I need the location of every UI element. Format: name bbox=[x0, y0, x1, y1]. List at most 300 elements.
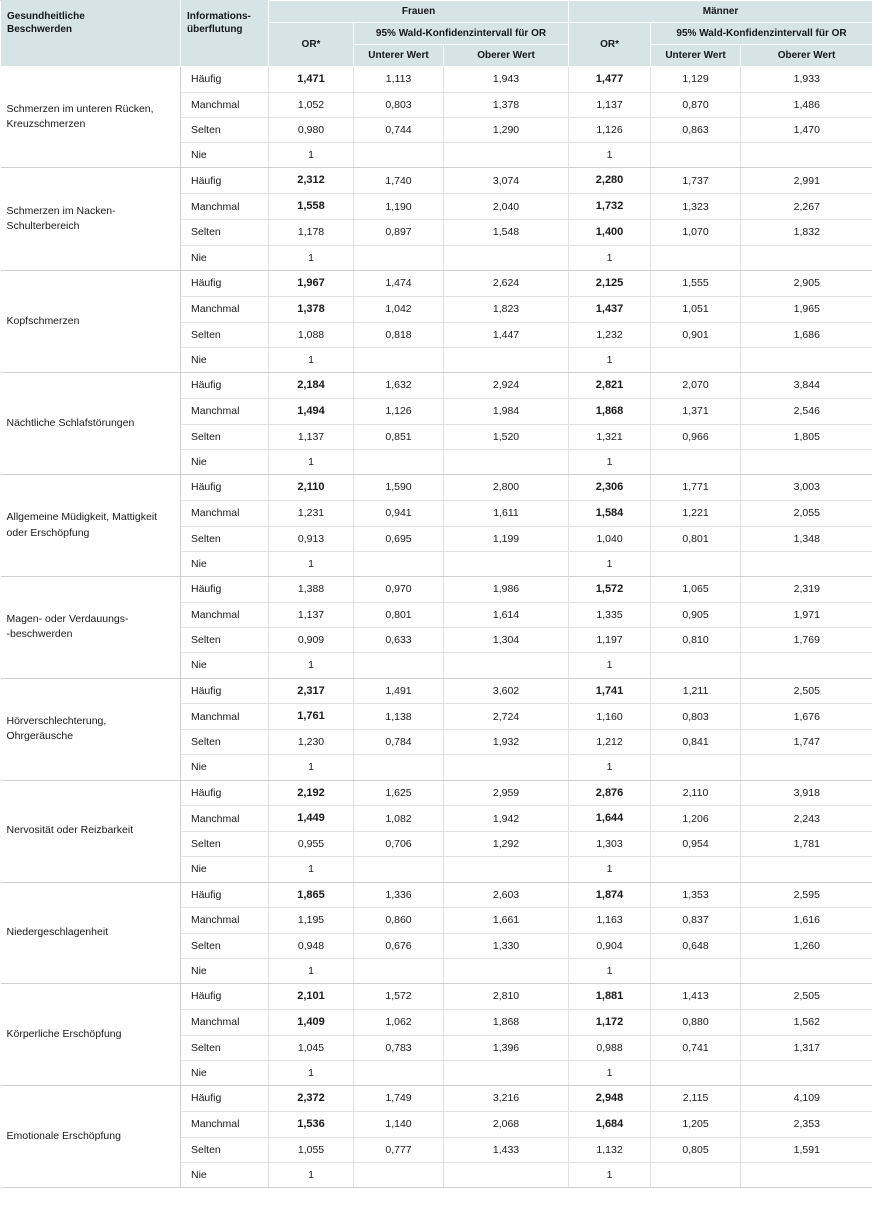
or-men-cell: 1,572 bbox=[569, 577, 651, 603]
ci-lower-men-cell: 0,880 bbox=[651, 1009, 741, 1035]
ci-lower-men-cell: 1,413 bbox=[651, 983, 741, 1009]
ci-upper-men-cell: 2,595 bbox=[741, 882, 872, 908]
complaint-category-cell bbox=[1, 168, 181, 271]
frequency-cell: Häufig bbox=[181, 1085, 269, 1111]
table-row bbox=[1, 780, 872, 806]
ci-upper-men-cell bbox=[741, 1162, 872, 1187]
frequency-cell: Selten bbox=[181, 1137, 269, 1162]
frequency-cell: Manchmal bbox=[181, 806, 269, 832]
or-men-cell: 1,172 bbox=[569, 1009, 651, 1035]
ci-lower-women-cell: 0,801 bbox=[354, 603, 444, 628]
or-men-cell: 1 bbox=[569, 1060, 651, 1085]
frequency-cell: Nie bbox=[181, 653, 269, 678]
frequency-cell: Selten bbox=[181, 1035, 269, 1060]
ci-upper-women-cell: 1,984 bbox=[444, 398, 569, 424]
ci-upper-women-cell bbox=[444, 449, 569, 474]
frequency-cell: Selten bbox=[181, 118, 269, 143]
or-men-cell: 1,126 bbox=[569, 118, 651, 143]
ci-upper-men-cell: 2,905 bbox=[741, 271, 872, 297]
ci-lower-men-cell bbox=[651, 653, 741, 678]
ci-lower-women-cell bbox=[354, 347, 444, 372]
complaint-category-cell bbox=[1, 67, 181, 168]
ci-upper-women-cell: 1,548 bbox=[444, 220, 569, 246]
ci-lower-women-cell: 0,860 bbox=[354, 908, 444, 933]
ci-lower-women-cell: 1,632 bbox=[354, 373, 444, 399]
frequency-cell: Manchmal bbox=[181, 398, 269, 424]
ci-lower-women-cell: 1,336 bbox=[354, 882, 444, 908]
or-women-cell: 0,980 bbox=[269, 118, 354, 143]
table-row bbox=[1, 983, 872, 1009]
ci-lower-men-cell: 0,805 bbox=[651, 1137, 741, 1162]
or-men-cell: 1,741 bbox=[569, 678, 651, 704]
or-men-cell: 1,437 bbox=[569, 296, 651, 322]
frequency-cell: Nie bbox=[181, 1162, 269, 1187]
ci-upper-men-cell bbox=[741, 449, 872, 474]
frequency-cell: Nie bbox=[181, 449, 269, 474]
frequency-cell: Nie bbox=[181, 245, 269, 270]
or-women-cell: 1 bbox=[269, 143, 354, 168]
or-women-cell: 2,317 bbox=[269, 678, 354, 704]
or-women-cell: 1,378 bbox=[269, 296, 354, 322]
or-women-cell: 1,045 bbox=[269, 1035, 354, 1060]
or-women-cell: 1,195 bbox=[269, 908, 354, 933]
ci-upper-men-cell: 1,616 bbox=[741, 908, 872, 933]
ci-lower-women-cell bbox=[354, 653, 444, 678]
or-men-cell: 1 bbox=[569, 347, 651, 372]
ci-lower-men-cell bbox=[651, 958, 741, 983]
or-women-cell: 2,192 bbox=[269, 780, 354, 806]
ci-lower-women-cell bbox=[354, 1060, 444, 1085]
complaint-category-line2: Schulterbereich bbox=[6, 220, 80, 233]
or-men-cell: 1 bbox=[569, 653, 651, 678]
or-women-cell: 0,948 bbox=[269, 933, 354, 958]
or-men-cell: 1,197 bbox=[569, 628, 651, 653]
table-row bbox=[1, 882, 872, 908]
ci-upper-women-cell: 2,068 bbox=[444, 1111, 569, 1137]
ci-lower-men-cell: 1,206 bbox=[651, 806, 741, 832]
ci-lower-women-cell: 0,633 bbox=[354, 628, 444, 653]
or-women-cell: 1 bbox=[269, 245, 354, 270]
or-men-cell: 1,732 bbox=[569, 194, 651, 220]
or-women-cell: 1 bbox=[269, 1162, 354, 1187]
ci-upper-men-cell: 1,965 bbox=[741, 296, 872, 322]
header-category-line2: Beschwerden bbox=[7, 24, 73, 35]
ci-upper-women-cell: 1,986 bbox=[444, 577, 569, 603]
ci-lower-men-cell: 0,954 bbox=[651, 832, 741, 857]
header-info-line1: Informations- bbox=[187, 11, 251, 22]
or-women-cell: 2,372 bbox=[269, 1085, 354, 1111]
ci-upper-women-cell bbox=[444, 755, 569, 780]
ci-lower-men-cell: 1,205 bbox=[651, 1111, 741, 1137]
ci-upper-women-cell: 1,611 bbox=[444, 500, 569, 526]
ci-lower-men-cell: 0,803 bbox=[651, 704, 741, 730]
header-lower-men: Unterer Wert bbox=[651, 45, 741, 67]
complaint-category-line2: oder Erschöpfung bbox=[6, 526, 90, 539]
frequency-cell: Nie bbox=[181, 1060, 269, 1085]
or-men-cell: 1,644 bbox=[569, 806, 651, 832]
complaint-category-cell bbox=[1, 475, 181, 577]
frequency-cell: Häufig bbox=[181, 271, 269, 297]
ci-upper-men-cell: 3,003 bbox=[741, 475, 872, 501]
frequency-cell: Manchmal bbox=[181, 1111, 269, 1137]
ci-lower-men-cell bbox=[651, 551, 741, 576]
ci-lower-women-cell: 0,777 bbox=[354, 1137, 444, 1162]
ci-upper-women-cell bbox=[444, 1060, 569, 1085]
complaint-category-line1: Kopfschmerzen bbox=[6, 314, 80, 327]
frequency-cell: Selten bbox=[181, 526, 269, 551]
ci-lower-women-cell: 1,062 bbox=[354, 1009, 444, 1035]
ci-upper-women-cell bbox=[444, 653, 569, 678]
or-men-cell: 1,303 bbox=[569, 832, 651, 857]
ci-upper-women-cell: 2,624 bbox=[444, 271, 569, 297]
or-men-cell: 1 bbox=[569, 958, 651, 983]
ci-lower-women-cell: 0,695 bbox=[354, 526, 444, 551]
complaint-category-line1: Schmerzen im unteren Rücken, bbox=[6, 102, 154, 115]
ci-upper-men-cell bbox=[741, 551, 872, 576]
frequency-cell: Nie bbox=[181, 755, 269, 780]
ci-lower-women-cell: 0,851 bbox=[354, 424, 444, 449]
ci-upper-men-cell bbox=[741, 347, 872, 372]
ci-upper-men-cell: 2,353 bbox=[741, 1111, 872, 1137]
ci-lower-women-cell: 1,140 bbox=[354, 1111, 444, 1137]
ci-upper-men-cell: 1,591 bbox=[741, 1137, 872, 1162]
complaint-category-line1: Nächtliche Schlafstörungen bbox=[6, 417, 135, 429]
ci-upper-men-cell: 1,260 bbox=[741, 933, 872, 958]
ci-lower-men-cell: 0,905 bbox=[651, 603, 741, 628]
or-women-cell: 1 bbox=[269, 1060, 354, 1085]
ci-upper-women-cell: 1,447 bbox=[444, 322, 569, 347]
or-men-cell: 1 bbox=[569, 1162, 651, 1187]
header-group-men: Männer bbox=[569, 1, 872, 23]
ci-lower-men-cell: 1,051 bbox=[651, 296, 741, 322]
frequency-cell: Manchmal bbox=[181, 296, 269, 322]
table-row bbox=[1, 475, 872, 501]
ci-lower-women-cell: 1,572 bbox=[354, 983, 444, 1009]
ci-lower-men-cell: 0,741 bbox=[651, 1035, 741, 1060]
or-men-cell: 1,137 bbox=[569, 92, 651, 117]
frequency-cell: Selten bbox=[181, 220, 269, 246]
or-women-cell: 1,761 bbox=[269, 704, 354, 730]
header-category-line1: Gesundheitliche bbox=[7, 11, 85, 22]
ci-upper-men-cell bbox=[741, 143, 872, 168]
or-men-cell: 2,876 bbox=[569, 780, 651, 806]
ci-upper-men-cell: 1,971 bbox=[741, 603, 872, 628]
table-row bbox=[1, 678, 872, 704]
ci-lower-men-cell: 1,070 bbox=[651, 220, 741, 246]
or-women-cell: 1,137 bbox=[269, 424, 354, 449]
ci-lower-men-cell: 0,810 bbox=[651, 628, 741, 653]
ci-lower-women-cell bbox=[354, 755, 444, 780]
or-men-cell: 0,904 bbox=[569, 933, 651, 958]
complaint-category-line1: Nervosität oder Reizbarkeit bbox=[6, 824, 134, 837]
ci-upper-women-cell: 1,943 bbox=[444, 67, 569, 93]
ci-upper-women-cell: 2,603 bbox=[444, 882, 569, 908]
ci-upper-men-cell: 2,267 bbox=[741, 194, 872, 220]
complaint-category-line1: Niedergeschlagenheit bbox=[6, 926, 109, 939]
or-women-cell: 2,184 bbox=[269, 373, 354, 399]
ci-lower-men-cell bbox=[651, 143, 741, 168]
ci-upper-men-cell: 1,486 bbox=[741, 92, 872, 117]
frequency-cell: Manchmal bbox=[181, 1009, 269, 1035]
or-men-cell: 1 bbox=[569, 551, 651, 576]
ci-lower-women-cell bbox=[354, 449, 444, 474]
ci-upper-women-cell: 2,810 bbox=[444, 983, 569, 1009]
ci-upper-women-cell: 1,330 bbox=[444, 933, 569, 958]
or-men-cell: 1,400 bbox=[569, 220, 651, 246]
ci-lower-men-cell: 1,221 bbox=[651, 500, 741, 526]
table-row bbox=[1, 67, 872, 93]
ci-upper-men-cell: 3,918 bbox=[741, 780, 872, 806]
table-row bbox=[1, 577, 872, 603]
ci-lower-women-cell: 1,491 bbox=[354, 678, 444, 704]
ci-lower-women-cell: 1,113 bbox=[354, 67, 444, 93]
header-upper-men: Oberer Wert bbox=[741, 45, 872, 67]
or-men-cell: 1,212 bbox=[569, 730, 651, 755]
ci-upper-men-cell: 1,348 bbox=[741, 526, 872, 551]
or-women-cell: 1,449 bbox=[269, 806, 354, 832]
ci-lower-women-cell: 1,190 bbox=[354, 194, 444, 220]
ci-lower-women-cell: 0,941 bbox=[354, 500, 444, 526]
ci-upper-women-cell: 3,602 bbox=[444, 678, 569, 704]
ci-lower-women-cell bbox=[354, 958, 444, 983]
complaint-category-cell bbox=[1, 780, 181, 882]
frequency-cell: Nie bbox=[181, 143, 269, 168]
ci-lower-men-cell: 0,863 bbox=[651, 118, 741, 143]
ci-lower-men-cell: 0,901 bbox=[651, 322, 741, 347]
or-men-cell: 1 bbox=[569, 755, 651, 780]
complaint-category-cell bbox=[1, 983, 181, 1085]
complaint-category-cell bbox=[1, 678, 181, 780]
or-men-cell: 1,335 bbox=[569, 603, 651, 628]
frequency-cell: Selten bbox=[181, 628, 269, 653]
frequency-cell: Häufig bbox=[181, 373, 269, 399]
ci-lower-men-cell: 1,065 bbox=[651, 577, 741, 603]
ci-lower-men-cell: 1,555 bbox=[651, 271, 741, 297]
complaint-category-line2: Ohrgeräusche bbox=[6, 730, 74, 743]
or-women-cell: 1 bbox=[269, 551, 354, 576]
or-women-cell: 1,409 bbox=[269, 1009, 354, 1035]
or-men-cell: 1 bbox=[569, 143, 651, 168]
ci-upper-women-cell: 1,823 bbox=[444, 296, 569, 322]
header-info-line2: überflutung bbox=[187, 24, 243, 35]
frequency-cell: Nie bbox=[181, 958, 269, 983]
header-lower-women: Unterer Wert bbox=[354, 45, 444, 67]
frequency-cell: Häufig bbox=[181, 780, 269, 806]
ci-lower-women-cell: 0,897 bbox=[354, 220, 444, 246]
ci-upper-men-cell: 2,055 bbox=[741, 500, 872, 526]
frequency-cell: Nie bbox=[181, 347, 269, 372]
ci-lower-women-cell: 1,749 bbox=[354, 1085, 444, 1111]
or-men-cell: 1,584 bbox=[569, 500, 651, 526]
ci-upper-women-cell: 3,074 bbox=[444, 168, 569, 194]
header-category bbox=[1, 1, 181, 67]
or-men-cell: 1,477 bbox=[569, 67, 651, 93]
ci-lower-men-cell: 0,870 bbox=[651, 92, 741, 117]
ci-upper-women-cell: 1,378 bbox=[444, 92, 569, 117]
ci-upper-men-cell: 4,109 bbox=[741, 1085, 872, 1111]
ci-upper-women-cell: 1,614 bbox=[444, 603, 569, 628]
or-men-cell: 2,306 bbox=[569, 475, 651, 501]
ci-upper-women-cell: 2,800 bbox=[444, 475, 569, 501]
complaint-category-line1: Emotionale Erschöpfung bbox=[6, 1129, 121, 1142]
complaint-category-line1: Körperliche Erschöpfung bbox=[6, 1027, 122, 1040]
header-upper-women: Oberer Wert bbox=[444, 45, 569, 67]
ci-upper-men-cell: 1,470 bbox=[741, 118, 872, 143]
ci-lower-women-cell: 0,783 bbox=[354, 1035, 444, 1060]
header-or-men: OR* bbox=[569, 23, 651, 67]
ci-lower-women-cell: 0,706 bbox=[354, 832, 444, 857]
or-women-cell: 1 bbox=[269, 653, 354, 678]
ci-lower-men-cell: 1,371 bbox=[651, 398, 741, 424]
or-men-cell: 1,163 bbox=[569, 908, 651, 933]
frequency-cell: Häufig bbox=[181, 577, 269, 603]
or-men-cell: 1 bbox=[569, 449, 651, 474]
table-row bbox=[1, 373, 872, 399]
or-men-cell: 1,684 bbox=[569, 1111, 651, 1137]
ci-upper-men-cell: 2,319 bbox=[741, 577, 872, 603]
ci-upper-women-cell: 1,304 bbox=[444, 628, 569, 653]
frequency-cell: Manchmal bbox=[181, 194, 269, 220]
complaint-category-cell bbox=[1, 1085, 181, 1187]
ci-lower-women-cell: 1,042 bbox=[354, 296, 444, 322]
ci-lower-women-cell: 0,803 bbox=[354, 92, 444, 117]
ci-upper-men-cell: 2,505 bbox=[741, 678, 872, 704]
ci-lower-men-cell: 1,129 bbox=[651, 67, 741, 93]
or-women-cell: 0,955 bbox=[269, 832, 354, 857]
ci-lower-women-cell: 1,740 bbox=[354, 168, 444, 194]
header-group-women: Frauen bbox=[269, 1, 569, 23]
complaint-category-cell bbox=[1, 271, 181, 373]
ci-lower-men-cell bbox=[651, 245, 741, 270]
ci-upper-men-cell: 1,686 bbox=[741, 322, 872, 347]
or-women-cell: 2,101 bbox=[269, 983, 354, 1009]
or-men-cell: 2,125 bbox=[569, 271, 651, 297]
ci-upper-men-cell: 2,991 bbox=[741, 168, 872, 194]
frequency-cell: Manchmal bbox=[181, 704, 269, 730]
ci-upper-women-cell: 1,520 bbox=[444, 424, 569, 449]
ci-upper-men-cell bbox=[741, 1060, 872, 1085]
ci-lower-men-cell: 2,110 bbox=[651, 780, 741, 806]
ci-upper-men-cell bbox=[741, 958, 872, 983]
or-women-cell: 1,230 bbox=[269, 730, 354, 755]
or-men-cell: 1 bbox=[569, 245, 651, 270]
ci-lower-men-cell: 0,648 bbox=[651, 933, 741, 958]
or-women-cell: 1,055 bbox=[269, 1137, 354, 1162]
or-women-cell: 1,178 bbox=[269, 220, 354, 246]
header-or-women: OR* bbox=[269, 23, 354, 67]
ci-upper-men-cell: 1,769 bbox=[741, 628, 872, 653]
ci-lower-men-cell: 1,353 bbox=[651, 882, 741, 908]
or-men-cell: 1,132 bbox=[569, 1137, 651, 1162]
ci-lower-women-cell: 0,676 bbox=[354, 933, 444, 958]
ci-lower-women-cell bbox=[354, 551, 444, 576]
or-men-cell: 2,280 bbox=[569, 168, 651, 194]
or-men-cell: 1,874 bbox=[569, 882, 651, 908]
ci-lower-women-cell: 1,138 bbox=[354, 704, 444, 730]
or-men-cell: 2,821 bbox=[569, 373, 651, 399]
ci-lower-men-cell: 1,737 bbox=[651, 168, 741, 194]
or-men-cell: 1,160 bbox=[569, 704, 651, 730]
or-women-cell: 1,536 bbox=[269, 1111, 354, 1137]
ci-upper-women-cell: 1,942 bbox=[444, 806, 569, 832]
ci-upper-women-cell bbox=[444, 857, 569, 882]
ci-lower-men-cell: 0,837 bbox=[651, 908, 741, 933]
ci-upper-women-cell: 1,292 bbox=[444, 832, 569, 857]
ci-lower-women-cell bbox=[354, 245, 444, 270]
ci-upper-women-cell bbox=[444, 1162, 569, 1187]
frequency-cell: Selten bbox=[181, 322, 269, 347]
ci-upper-men-cell: 2,546 bbox=[741, 398, 872, 424]
ci-upper-women-cell bbox=[444, 143, 569, 168]
ci-upper-women-cell: 1,433 bbox=[444, 1137, 569, 1162]
complaint-category-line1: Hörverschlechterung, bbox=[6, 714, 107, 727]
ci-lower-women-cell bbox=[354, 143, 444, 168]
or-women-cell: 1,137 bbox=[269, 603, 354, 628]
or-women-cell: 1,052 bbox=[269, 92, 354, 117]
complaint-category-cell bbox=[1, 373, 181, 475]
frequency-cell: Selten bbox=[181, 730, 269, 755]
frequency-cell: Manchmal bbox=[181, 908, 269, 933]
ci-upper-women-cell bbox=[444, 245, 569, 270]
or-men-cell: 1,040 bbox=[569, 526, 651, 551]
ci-upper-men-cell: 1,317 bbox=[741, 1035, 872, 1060]
complaint-category-cell bbox=[1, 577, 181, 678]
or-women-cell: 0,909 bbox=[269, 628, 354, 653]
ci-lower-men-cell: 1,323 bbox=[651, 194, 741, 220]
or-women-cell: 1 bbox=[269, 449, 354, 474]
ci-lower-women-cell: 0,744 bbox=[354, 118, 444, 143]
ci-lower-men-cell: 1,771 bbox=[651, 475, 741, 501]
ci-upper-women-cell bbox=[444, 551, 569, 576]
ci-upper-men-cell: 1,832 bbox=[741, 220, 872, 246]
table-header bbox=[1, 1, 872, 67]
frequency-cell: Häufig bbox=[181, 678, 269, 704]
or-women-cell: 1 bbox=[269, 958, 354, 983]
ci-upper-women-cell: 1,868 bbox=[444, 1009, 569, 1035]
or-men-cell: 1,321 bbox=[569, 424, 651, 449]
ci-upper-men-cell: 1,933 bbox=[741, 67, 872, 93]
ci-lower-women-cell bbox=[354, 1162, 444, 1187]
or-women-cell: 1,471 bbox=[269, 67, 354, 93]
table-body bbox=[1, 67, 872, 1188]
ci-lower-men-cell bbox=[651, 1060, 741, 1085]
frequency-cell: Häufig bbox=[181, 882, 269, 908]
or-women-cell: 2,110 bbox=[269, 475, 354, 501]
or-women-cell: 1,865 bbox=[269, 882, 354, 908]
ci-upper-men-cell: 3,844 bbox=[741, 373, 872, 399]
or-women-cell: 1,388 bbox=[269, 577, 354, 603]
ci-lower-men-cell: 0,801 bbox=[651, 526, 741, 551]
ci-lower-women-cell: 1,082 bbox=[354, 806, 444, 832]
complaint-category-line2: -beschwerden bbox=[6, 628, 73, 641]
ci-upper-men-cell: 1,781 bbox=[741, 832, 872, 857]
ci-upper-men-cell bbox=[741, 755, 872, 780]
or-women-cell: 1,231 bbox=[269, 500, 354, 526]
ci-upper-men-cell: 1,805 bbox=[741, 424, 872, 449]
frequency-cell: Selten bbox=[181, 424, 269, 449]
or-women-cell: 1 bbox=[269, 755, 354, 780]
ci-lower-women-cell: 0,784 bbox=[354, 730, 444, 755]
frequency-cell: Manchmal bbox=[181, 92, 269, 117]
ci-upper-men-cell: 2,243 bbox=[741, 806, 872, 832]
table-row bbox=[1, 1085, 872, 1111]
complaint-category-line1: Schmerzen im Nacken- bbox=[6, 204, 116, 217]
complaint-category-line2: Kreuzschmerzen bbox=[6, 118, 86, 131]
ci-lower-men-cell bbox=[651, 449, 741, 474]
complaint-category-line1: Magen- oder Verdauungs- bbox=[6, 613, 129, 626]
ci-lower-women-cell: 0,818 bbox=[354, 322, 444, 347]
ci-lower-men-cell: 0,841 bbox=[651, 730, 741, 755]
